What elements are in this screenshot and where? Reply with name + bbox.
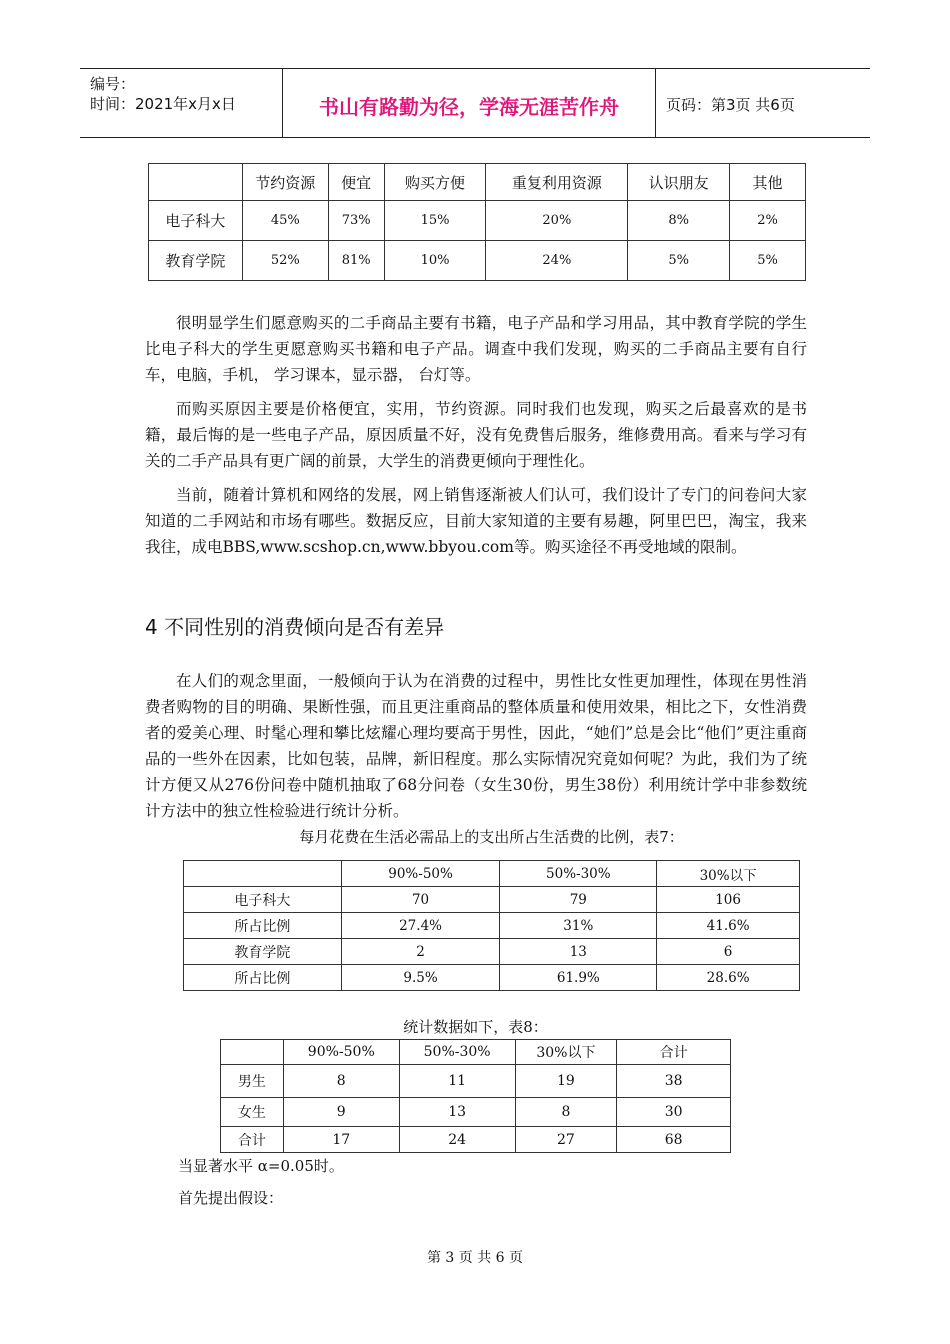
table-cell: 28.6% [657,965,800,991]
table-cell: 70 [341,887,500,913]
header-cell [149,164,243,201]
paragraph-online-sales: 当前，随着计算机和网络的发展，网上销售逐渐被人们认可，我们设计了专门的问卷问大家知道的二手网站和市场有哪些。数据反应，目前大家知道的主要有易趣，阿里巴巴，淘宝，我来我往，成电BBS,www.scshop.cn,www.bbyou.com等。购买途径不再受地域的限制。 [145,486,807,556]
table-cell: 5% [730,241,806,281]
table-header-row [184,861,800,887]
table-cell: 19 [515,1065,617,1098]
table-cell: 5% [628,241,730,281]
table8-caption: 统计数据如下，表8： [403,1018,548,1036]
header-cell: 便宜 [328,164,384,201]
table-cell: 15% [384,201,486,241]
table-cell: 13 [500,939,657,965]
page-footer: 第 3 页 共 6 页 [426,1250,524,1266]
table-cell: 17 [283,1127,399,1153]
header-cell: 节约资源 [242,164,328,201]
table-cell: 68 [617,1127,731,1153]
table-cell: 45% [242,201,328,241]
table-cell: 31% [500,913,657,939]
row-header-cell: 合计 [221,1127,284,1153]
table-row [184,965,800,991]
table-cell: 61.9% [500,965,657,991]
header-cell: 认识朋友 [628,164,730,201]
table-cell: 27.4% [341,913,500,939]
table-cell: 9 [283,1098,399,1127]
row-header-cell: 所占比例 [184,913,342,939]
header-motto: 书山有路勤为径，学海无涯苦作舟 [319,95,619,119]
header-center-cell [283,69,656,137]
purchase-reasons-table [148,163,806,281]
header-cell: 50%-30% [399,1040,515,1065]
paragraph-secondhand-goods: 很明显学生们愿意购买的二手商品主要有书籍，电子产品和学习用品，其中教育学院的学生比电子科大的学生更愿意购买书籍和电子产品。调查中我们发现，购买的二手商品主要有自行车，电脑，手机， 学习课本，显示器， 台灯等。 [145,314,807,384]
table-cell: 9.5% [341,965,500,991]
table-cell: 73% [328,201,384,241]
table-cell: 79 [500,887,657,913]
header-cell: 30%以下 [515,1040,617,1065]
table-header-row [149,164,806,201]
page-number-label: 页码：第3页 共6页 [666,96,795,114]
table-cell: 10% [384,241,486,281]
header-cell: 购买方便 [384,164,486,201]
table-row [149,241,806,281]
table-row [221,1127,731,1153]
table-cell: 8 [283,1065,399,1098]
significance-level-text: 当显著水平 α=0.05时。 [178,1157,344,1175]
header-cell: 90%-50% [283,1040,399,1065]
table-cell: 8 [515,1098,617,1127]
table-cell: 2 [341,939,500,965]
row-header-cell: 电子科大 [149,201,243,241]
table-cell: 20% [486,201,628,241]
table-cell: 6 [657,939,800,965]
row-header-cell: 男生 [221,1065,284,1098]
section-heading: 4 不同性别的消费倾向是否有差异 [145,615,445,639]
table-cell: 81% [328,241,384,281]
table-cell: 8% [628,201,730,241]
table-cell: 30 [617,1098,731,1127]
header-cell [184,861,342,887]
table-cell: 24% [486,241,628,281]
document-date-label: 时间：2021年x月x日 [90,95,236,113]
paragraph-purchase-reasons: 而购买原因主要是价格便宜，实用，节约资源。同时我们也发现，购买之后最喜欢的是书籍，最后悔的是一些电子产品，原因质量不好，没有免费售后服务，维修费用高。看来与学习有关的二手产品具有更广阔的前景，大学生的消费更倾向于理性化。 [145,400,807,470]
table-cell: 52% [242,241,328,281]
table-cell: 24 [399,1127,515,1153]
hypothesis-text: 首先提出假设： [178,1189,284,1207]
row-header-cell: 教育学院 [149,241,243,281]
row-header-cell: 女生 [221,1098,284,1127]
header-cell [221,1040,284,1065]
table7 [183,860,800,991]
table-row [149,201,806,241]
table-row [184,887,800,913]
table-row [184,939,800,965]
table-header-row [221,1040,731,1065]
table-cell: 27 [515,1127,617,1153]
table-cell: 2% [730,201,806,241]
row-header-cell: 电子科大 [184,887,342,913]
table-row [221,1098,731,1127]
header-right-cell [656,69,870,137]
page-header [80,68,870,138]
table-cell: 13 [399,1098,515,1127]
table-row [184,913,800,939]
header-cell: 合计 [617,1040,731,1065]
row-header-cell: 教育学院 [184,939,342,965]
table-cell: 106 [657,887,800,913]
table-cell: 41.6% [657,913,800,939]
table-row [221,1065,731,1098]
row-header-cell: 所占比例 [184,965,342,991]
header-cell: 其他 [730,164,806,201]
header-cell: 重复利用资源 [486,164,628,201]
header-cell: 30%以下 [657,861,800,887]
header-cell: 50%-30% [500,861,657,887]
table-cell: 11 [399,1065,515,1098]
document-number-label: 编号： [90,75,136,93]
table-cell: 38 [617,1065,731,1098]
table8 [220,1039,731,1153]
header-left-cell [80,69,283,137]
table7-caption: 每月花费在生活必需品上的支出所占生活费的比例，表7： [299,828,684,846]
paragraph-gender-consumption: 在人们的观念里面，一般倾向于认为在消费的过程中，男性比女性更加理性，体现在男性消费者购物的目的明确、果断性强，而且更注重商品的整体质量和使用效果，相比之下，女性消费者的爱美心理、时髦心理和攀比炫耀心理均要高于男性，因此，“她们”总是会比“他们”更注重商品的一些外在因素，比如包装，品牌，新旧程度。那么实际情况究竟如何呢？为此，我们为了统计方便又从276份问卷中随机抽取了68分问卷（女生30份，男生38份）利用统计学中非参数统计方法中的独立性检验进行统计分析。 [145,672,807,820]
header-cell: 90%-50% [341,861,500,887]
